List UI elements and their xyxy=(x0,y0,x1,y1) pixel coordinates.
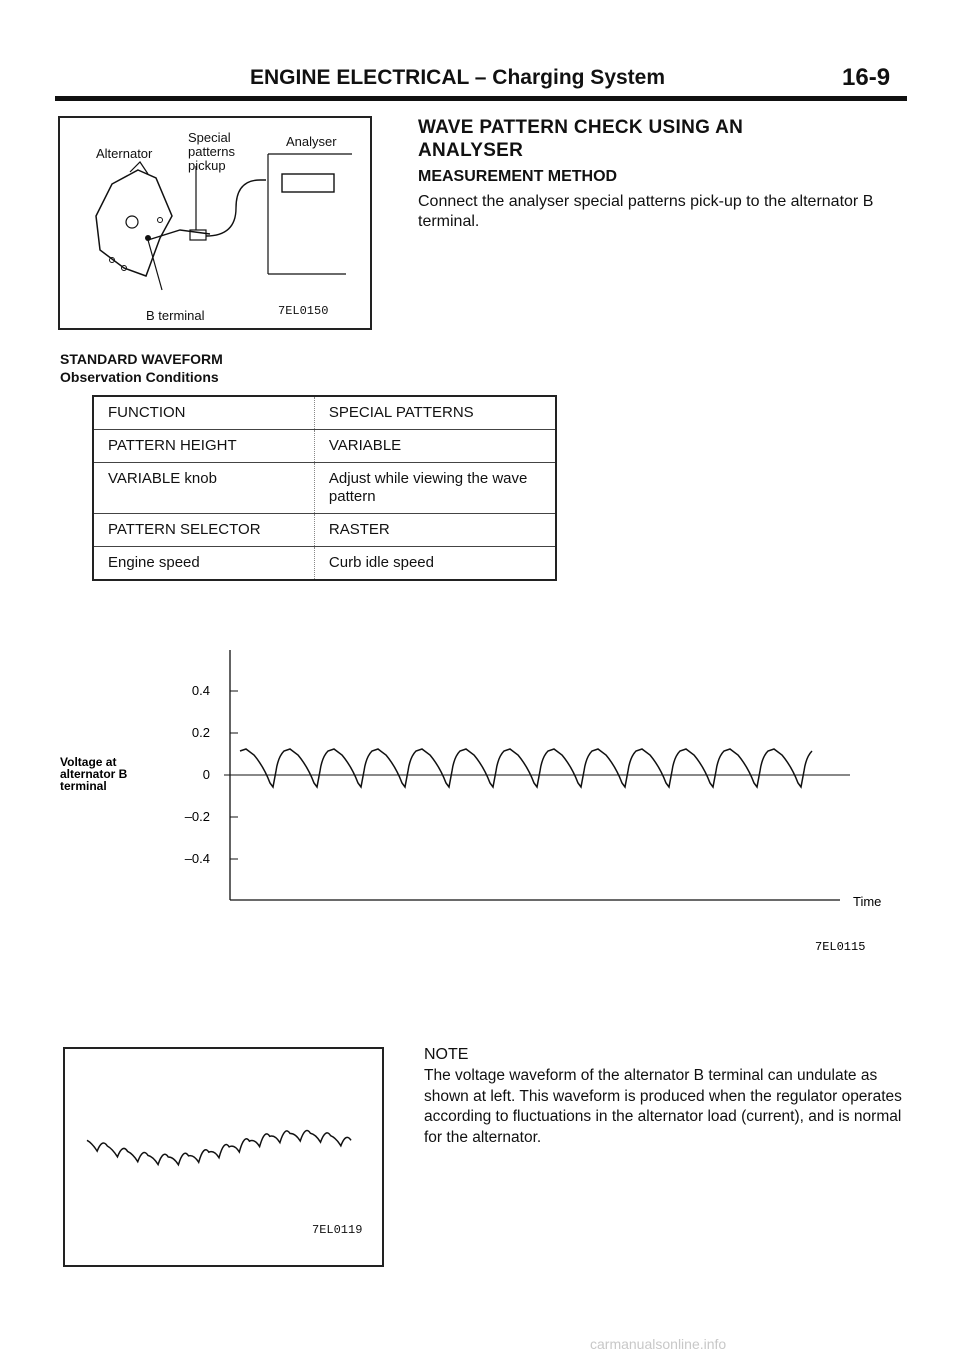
y-tick-label: 0.2 xyxy=(191,725,210,740)
undulating-trace xyxy=(87,1131,351,1165)
table-row xyxy=(93,430,556,463)
section-heading xyxy=(418,116,878,162)
y-tick-label: –0.4 xyxy=(184,851,210,866)
condition-item: PATTERN SELECTOR xyxy=(93,514,314,547)
chart-code: 7EL0115 xyxy=(815,940,866,954)
special-label: Special xyxy=(188,130,231,145)
table-row xyxy=(93,547,556,581)
waveform-trace xyxy=(240,749,812,787)
observation-conditions-title: Observation Conditions xyxy=(60,369,219,385)
note-title: NOTE xyxy=(424,1046,469,1063)
header-rule xyxy=(55,96,907,101)
y-tick-label: 0 xyxy=(202,767,210,782)
condition-value: SPECIAL PATTERNS xyxy=(328,404,474,421)
measurement-method-text: Connect the analyser special patterns pick-up to the alternator B terminal. xyxy=(418,193,874,230)
condition-value: Curb idle speed xyxy=(314,547,556,581)
condition-item: PATTERN HEIGHT xyxy=(93,430,314,463)
observation-conditions-table xyxy=(92,395,557,581)
table-row xyxy=(93,514,556,547)
condition-value: VARIABLE xyxy=(314,430,556,463)
y-axis-label-line1: Voltage at xyxy=(60,755,117,769)
condition-value: RASTER xyxy=(314,514,556,547)
figure3-code: 7EL0119 xyxy=(312,1223,363,1237)
note-text: The voltage waveform of the alternator B terminal can undulate as shown at left. This waveform is produced when the regulator operates according to fluctuations in the alternator load (current), and is normal for the alternator. xyxy=(424,1067,902,1146)
condition-item: VARIABLE knob xyxy=(93,463,314,514)
measurement-method-heading: MEASUREMENT METHOD xyxy=(418,168,618,185)
patterns-label: patterns xyxy=(188,144,235,159)
condition-item: Engine speed xyxy=(93,547,314,581)
table-row xyxy=(93,463,556,514)
pickup-label: pickup xyxy=(188,158,226,173)
standard-waveform-title: STANDARD WAVEFORM xyxy=(60,351,223,367)
section-heading-line2: ANALYSER xyxy=(418,140,524,161)
condition-value: Adjust while viewing the wave pattern xyxy=(314,463,556,514)
page-header-title: ENGINE ELECTRICAL – Charging System xyxy=(250,66,666,89)
condition-item: FUNCTION xyxy=(93,396,314,430)
y-tick-label: 0.4 xyxy=(191,683,210,698)
y-axis-label-line3: terminal xyxy=(60,779,107,793)
voltage-waveform-chart xyxy=(60,640,900,960)
alternator-label: Alternator xyxy=(96,146,153,161)
section-heading-line1: WAVE PATTERN CHECK USING AN xyxy=(418,117,744,138)
analyser-label: Analyser xyxy=(286,134,337,149)
x-axis-label: Time xyxy=(853,894,882,909)
b-terminal-label: B terminal xyxy=(146,308,205,323)
page-number: 16-9 xyxy=(842,64,891,91)
undulating-waveform-figure xyxy=(63,1047,384,1267)
y-tick-label: –0.2 xyxy=(184,809,210,824)
watermark: carmanualsonline.info xyxy=(590,1336,727,1352)
table-row xyxy=(93,396,556,430)
connection-diagram xyxy=(58,116,372,330)
y-axis-label-line2: alternator B xyxy=(60,767,128,781)
figure-code: 7EL0150 xyxy=(278,304,329,318)
